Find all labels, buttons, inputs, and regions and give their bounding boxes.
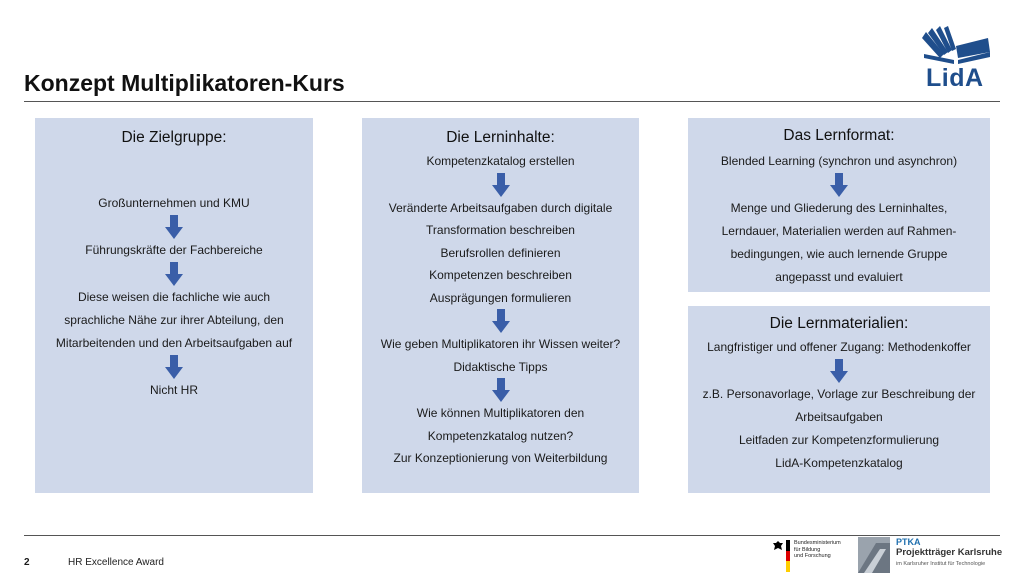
eagle-icon: [772, 540, 784, 552]
lernmaterialien-heading: Die Lernmaterialien:: [769, 315, 909, 332]
lerninhalte-item: Wie können Multiplikatoren den: [416, 406, 585, 420]
lernformat-item: Menge und Gliederung des Lerninhaltes,: [730, 201, 948, 215]
zielgruppe-item: Mitarbeitenden und den Arbeitsaufgaben auf: [55, 336, 293, 350]
lerninhalte-item: Ausprägungen formulieren: [429, 290, 572, 305]
lernmaterialien-item: Leitfaden zur Kompetenzformulierung: [738, 433, 940, 447]
lernmaterialien-item: LidA-Kompetenzkatalog: [775, 456, 903, 470]
zielgruppe-item: Diese weisen die fachliche wie auch: [77, 290, 271, 304]
ptka-long-name: Projektträger Karlsruhe: [896, 547, 1003, 558]
ptka-logo-icon: [858, 537, 890, 573]
box-lernmaterialien: [688, 306, 990, 493]
ptka-subline: im Karlsruher Institut für Technologie: [896, 561, 986, 567]
arrow-down-icon: [492, 378, 510, 402]
lernmaterialien-item: z.B. Personavorlage, Vorlage zur Beschreibung der: [702, 387, 976, 401]
arrow-down-icon: [165, 215, 183, 239]
lerninhalte-item: Kompetenzkatalog erstellen: [426, 154, 575, 168]
zielgruppe-item: Nicht HR: [149, 383, 198, 397]
lerninhalte-item: Transformation beschreiben: [426, 223, 575, 237]
footer-divider: [24, 535, 1000, 536]
lida-logo-text: LidA: [926, 64, 984, 92]
lernformat-heading: Das Lernformat:: [783, 127, 895, 144]
lernformat-item: Lerndauer, Materialien werden auf Rahmen-: [721, 224, 957, 238]
lerninhalte-item: Veränderte Arbeitsaufgaben durch digitale: [388, 200, 613, 215]
footer-label: HR Excellence Award: [68, 557, 164, 568]
arrow-down-icon: [492, 173, 510, 197]
arrow-down-icon: [165, 355, 183, 379]
zielgruppe-heading: Die Zielgruppe:: [121, 129, 227, 146]
box-lernformat: [688, 118, 990, 292]
zielgruppe-item: sprachliche Nähe zur ihrer Abteilung, den: [64, 313, 284, 327]
title-divider: [24, 101, 1000, 102]
box-zielgruppe: [35, 118, 313, 493]
lerninhalte-item: Kompetenzkatalog nutzen?: [427, 428, 574, 443]
arrow-down-icon: [165, 262, 183, 286]
arrow-down-icon: [830, 359, 848, 383]
zielgruppe-item: Führungskräfte der Fachbereiche: [85, 243, 263, 257]
box-lerninhalte: [362, 118, 639, 493]
lerninhalte-item: Kompetenzen beschreiben: [429, 268, 572, 282]
arrow-down-icon: [830, 173, 848, 197]
bmbf-logo-text: Bundesministerium für Bildung und Forschung: [794, 540, 841, 559]
lernmaterialien-item: Langfristiger und offener Zugang: Methodenkoffer: [707, 340, 971, 354]
ptka-short-name: PTKA: [896, 537, 921, 547]
lerninhalte-item: Wie geben Multiplikatoren ihr Wissen weiter?: [380, 337, 621, 351]
zielgruppe-item: Großunternehmen und KMU: [98, 196, 250, 210]
lerninhalte-heading: Die Lerninhalte:: [446, 129, 555, 146]
lerninhalte-item: Zur Konzeptionierung von Weiterbildung: [393, 451, 608, 465]
german-flag-icon: [786, 540, 790, 572]
lerninhalte-item: Didaktische Tipps: [453, 359, 548, 374]
lernformat-item: angepasst und evaluiert: [775, 270, 903, 284]
lernformat-item: Blended Learning (synchron und asynchron): [720, 154, 958, 168]
lernformat-item: bedingungen, wie auch lernende Gruppe: [730, 247, 948, 261]
arrow-down-icon: [492, 309, 510, 333]
slide-title: Konzept Multiplikatoren-Kurs: [24, 70, 345, 96]
lerninhalte-item: Berufsrollen definieren: [440, 245, 561, 260]
lernmaterialien-item: Arbeitsaufgaben: [795, 410, 883, 424]
page-number: 2: [24, 557, 30, 568]
